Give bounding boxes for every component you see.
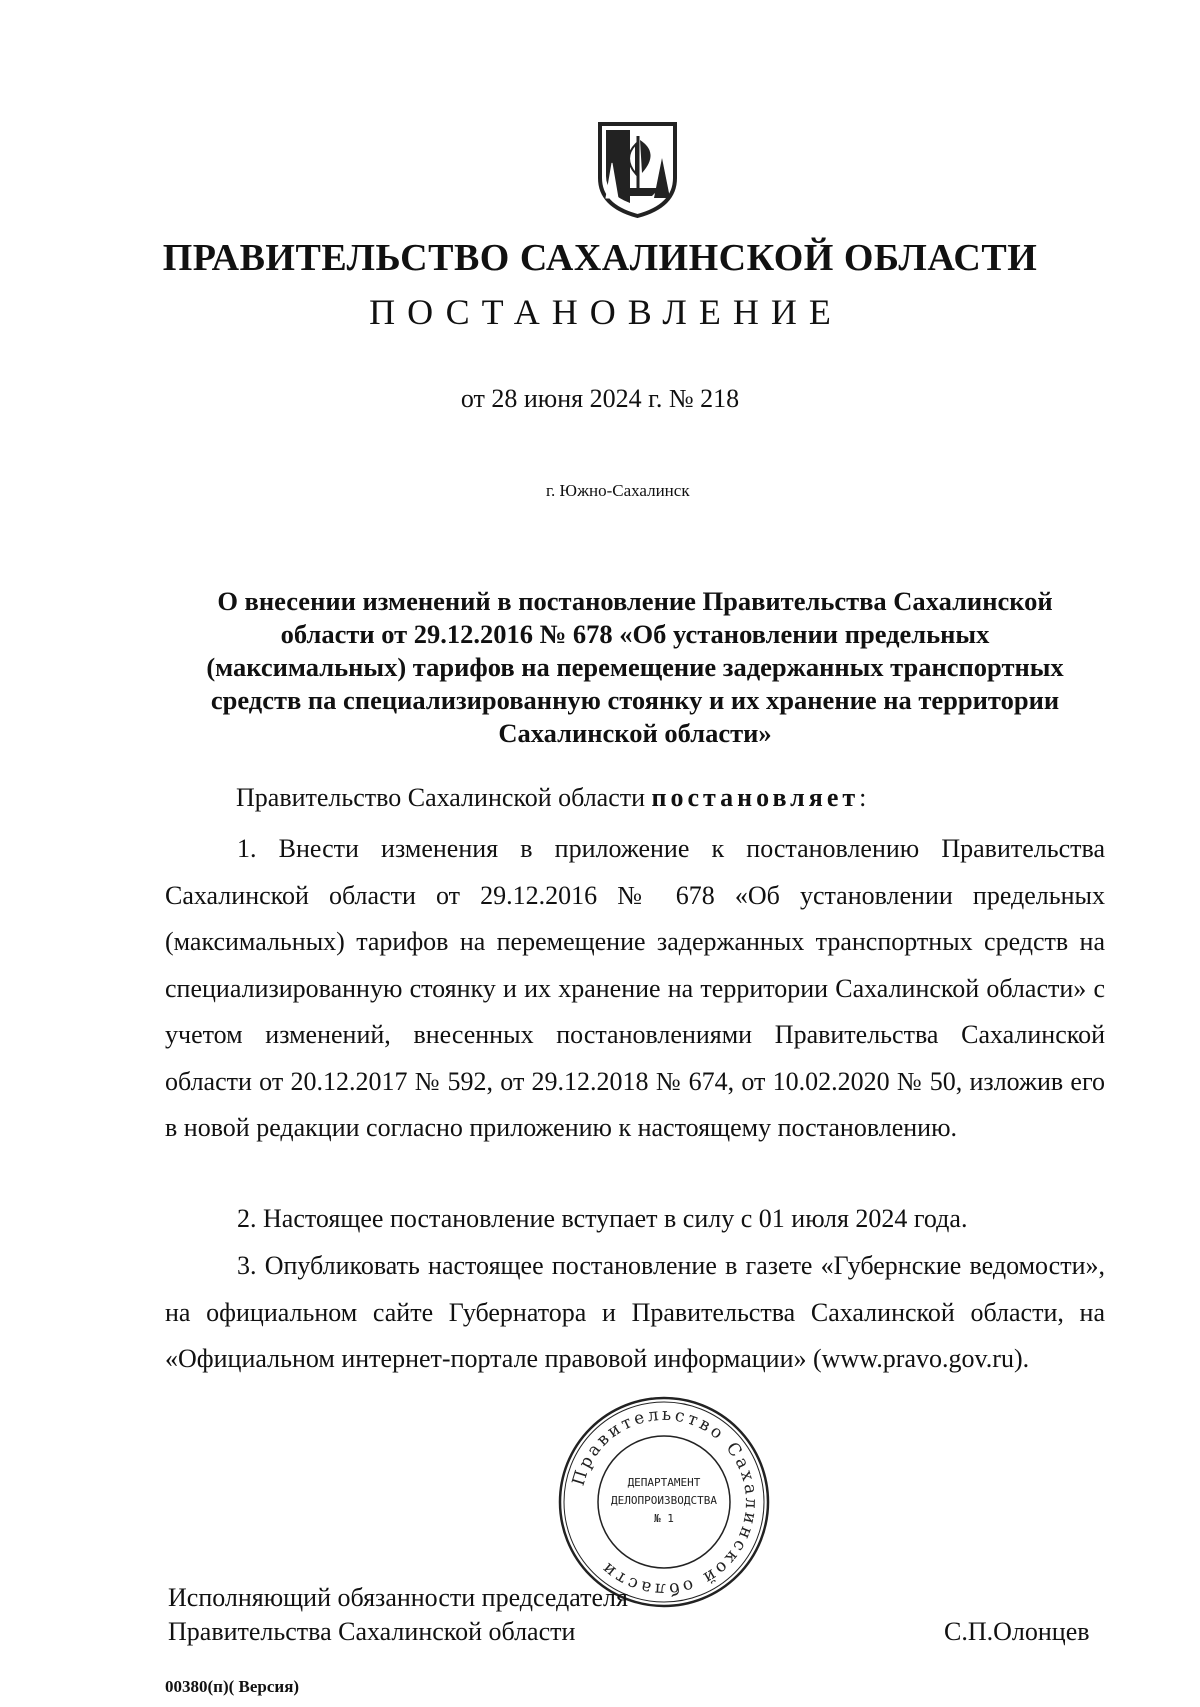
resolution-item-1: 1. Внести изменения в приложение к постановлению Правительства Сахалинской области от 29.12.2016 № 678 «Об установлении предельных (максимальных) тарифов на перемещение задержанных транспортных средств на специализированную стоянку и их хранение на территории Сахалинской области» с учетом изменений, внесенных постановлениями Правительства Сахалинской области от 20.12.2017 № 592, от 29.12.2018 № 674, от 10.02.2020 № 50, изложив его в новой редакции согласно приложению к настоящему постановлению.	[165, 834, 1105, 1142]
preamble-suffix: :	[859, 783, 867, 812]
stamp-ring-text: Правительство Сахалинской области	[568, 1404, 762, 1600]
stamp-inner-line: ДЕПАРТАМЕНТ	[627, 1476, 701, 1489]
resolution-item-2: 2. Настоящее постановление вступает в силу с 01 июля 2024 года.	[237, 1204, 968, 1233]
organization-title: ПРАВИТЕЛЬСТВО САХАЛИНСКОЙ ОБЛАСТИ	[162, 237, 1038, 279]
preamble-emphasis: постановляет	[651, 783, 860, 812]
document-city: г. Южно-Сахалинск	[546, 481, 690, 500]
document-type: ПОСТАНОВЛЕНИЕ	[369, 292, 843, 332]
heading-line: О внесении изменений в постановление Правительства Сахалинской	[217, 586, 1053, 616]
official-stamp	[556, 1394, 772, 1610]
resolution-item-3: 3. Опубликовать настоящее постановление в газете «Губернские ведомости», на официальном сайте Губернатора и Правительства Сахалинской области, на «Официальном интернет-портале правовой информации» (www.pravo.gov.ru).	[165, 1251, 1105, 1373]
heading-line: области от 29.12.2016 № 678 «Об установлении предельных	[280, 619, 990, 649]
stamp-inner-line: ДЕЛОПРОИЗВОДСТВА	[611, 1494, 717, 1507]
signer-name: С.П.Олонцев	[944, 1617, 1090, 1646]
signer-title	[168, 1581, 628, 1649]
document-date-number: от 28 июня 2024 г. № 218	[460, 384, 740, 413]
document-heading	[160, 585, 1110, 750]
heading-line: средств па специализированную стоянку и их хранение на территории	[210, 685, 1060, 715]
heading-line: Сахалинской области»	[498, 718, 772, 748]
signer-title-line: Исполняющий обязанности председателя	[168, 1583, 628, 1612]
preamble-prefix: Правительство Сахалинской области	[236, 783, 652, 812]
preamble	[236, 780, 866, 816]
stamp-inner-line: № 1	[654, 1512, 674, 1525]
heading-line: (максимальных) тарифов на перемещение задержанных транспортных	[206, 652, 1064, 682]
sakhalin-coat-of-arms-icon	[590, 118, 685, 218]
signer-title-line: Правительства Сахалинской области	[168, 1617, 576, 1646]
document-code: 00380(п)( Версия)	[165, 1677, 300, 1696]
